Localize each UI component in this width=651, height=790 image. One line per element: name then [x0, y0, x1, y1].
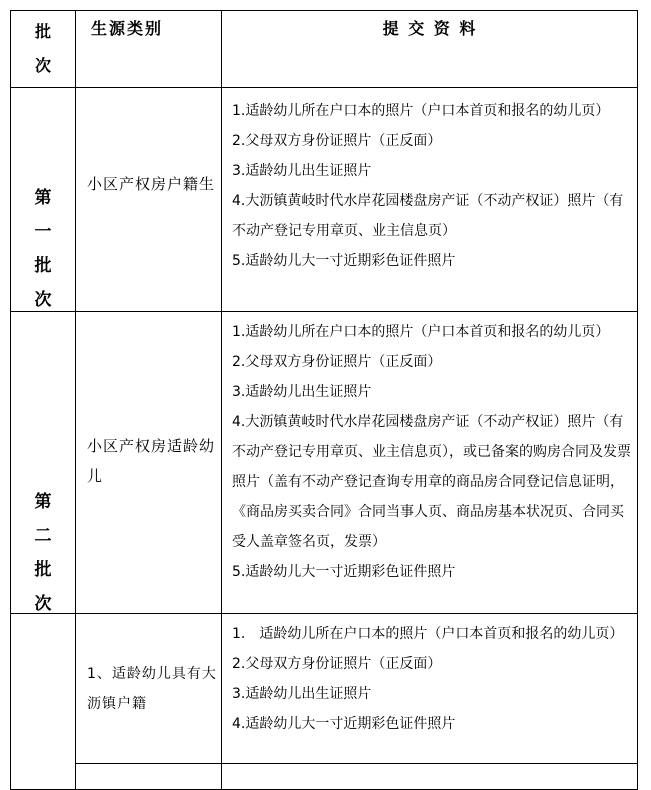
material-item: 3.适龄幼儿出生证照片 — [232, 686, 372, 702]
row-divider — [75, 763, 637, 764]
material-item: 1.适龄幼儿所在户口本的照片（户口本首页和报名的幼儿页） — [232, 103, 610, 119]
row-3-source: 1、适龄幼儿具有大沥镇户籍 — [87, 666, 217, 712]
material-item: 3.适龄幼儿出生证照片 — [232, 384, 372, 400]
row-3-materials — [232, 619, 632, 739]
row-1-batch — [11, 181, 75, 317]
header-materials: 提 交 资 料 — [382, 19, 478, 38]
header-batch — [11, 15, 75, 83]
material-item: 1.适龄幼儿所在户口本的照片（户口本首页和报名的幼儿页） — [232, 324, 610, 340]
material-item: 2.父母双方身份证照片（正反面） — [232, 656, 442, 672]
material-item: 4.大沥镇黄岐时代水岸花园楼盘房产证（不动产权证）照片（有不动产登记专用章页、业主信息页），或已备案的购房合同及发票照片（盖有不动产登记查询专用章的商品房合同登记信息证明，《商品房买卖合同》合同当事人页、商品房基本状况页、合同买受人盖章签名页，发票） — [232, 414, 631, 550]
row-2-source: 小区产权房适龄幼儿 — [87, 437, 216, 485]
column-divider — [75, 11, 76, 789]
column-divider — [221, 11, 222, 789]
header-source-type: 生源类别 — [91, 19, 164, 38]
row-2-materials — [232, 317, 632, 587]
row-2-batch-text: 第 二 批 次 — [34, 492, 52, 614]
material-item: 2.父母双方身份证照片（正反面） — [232, 354, 442, 370]
row-1-batch-text: 第 一 批 次 — [34, 188, 52, 310]
material-item: 5.适龄幼儿大一寸近期彩色证件照片 — [232, 564, 456, 580]
material-item: 2.父母双方身份证照片（正反面） — [232, 133, 442, 149]
header-batch-text: 批 次 — [34, 22, 51, 75]
material-item: 5.适龄幼儿大一寸近期彩色证件照片 — [232, 253, 456, 269]
row-divider — [11, 613, 637, 614]
row-divider — [11, 311, 637, 312]
material-item: 4.适龄幼儿大一寸近期彩色证件照片 — [232, 716, 456, 732]
material-item: 1. 适龄幼儿所在户口本的照片（户口本首页和报名的幼儿页） — [232, 626, 624, 642]
material-item: 4.大沥镇黄岐时代水岸花园楼盘房产证（不动产权证）照片（有不动产登记专用章页、业主信息页） — [232, 193, 624, 239]
row-divider — [11, 87, 637, 88]
materials-table — [10, 10, 638, 790]
row-2-batch — [11, 485, 75, 621]
row-1-materials — [232, 96, 632, 276]
row-1-source: 小区产权房户籍生 — [87, 175, 216, 193]
material-item: 3.适龄幼儿出生证照片 — [232, 163, 372, 179]
